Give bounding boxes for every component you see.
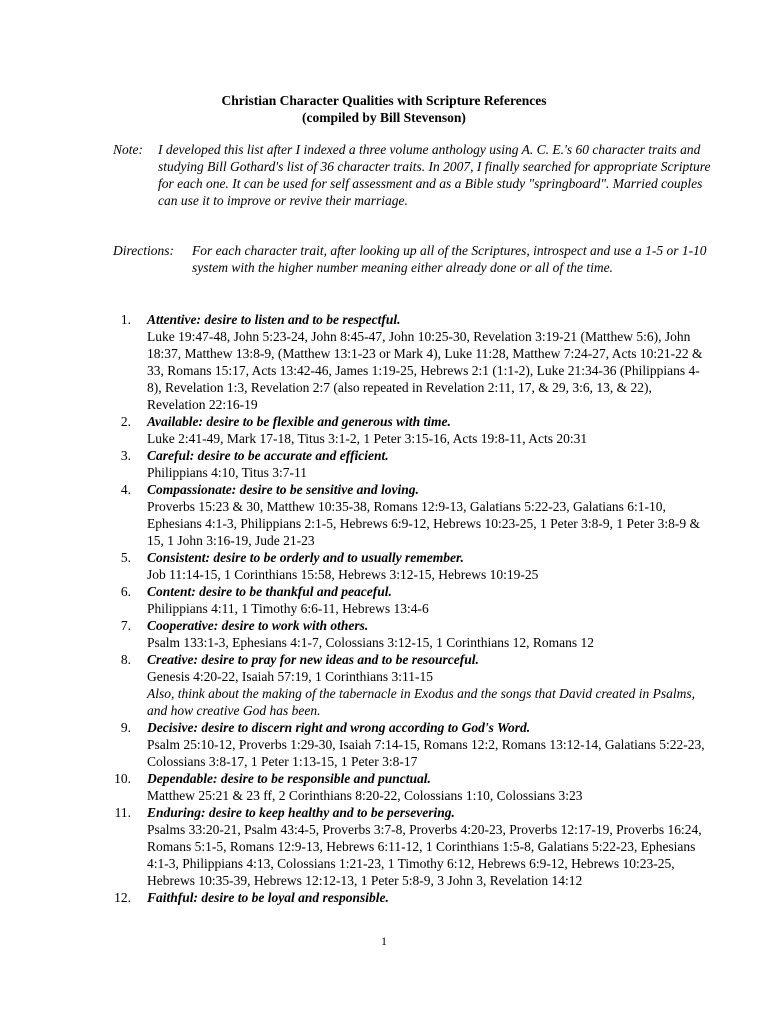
note-block <box>113 141 713 209</box>
trait-heading: Dependable: desire to be responsible and punctual. <box>147 771 431 786</box>
list-item <box>0 804 768 889</box>
document-title <box>0 92 768 126</box>
scripture-references: Luke 2:41-49, Mark 17-18, Titus 3:1-2, 1 Peter 3:15-16, Acts 19:8-11, Acts 20:31 <box>147 431 588 446</box>
trait-heading: Careful: desire to be accurate and efficient. <box>147 448 389 463</box>
scripture-references: Job 11:14-15, 1 Corinthians 15:58, Hebrews 3:12-15, Hebrews 10:19-25 <box>147 567 539 582</box>
item-number: 2. <box>120 414 131 429</box>
item-number: 7. <box>120 618 131 633</box>
item-number: 11. <box>114 805 131 820</box>
scripture-references: Psalm 133:1-3, Ephesians 4:1-7, Colossians 3:12-15, 1 Corinthians 12, Romans 12 <box>147 635 594 650</box>
list-item <box>0 889 768 906</box>
list-item <box>0 549 768 583</box>
item-number: 10. <box>114 771 131 786</box>
trait-heading: Faithful: desire to be loyal and responsible. <box>147 890 389 905</box>
scripture-references: Genesis 4:20-22, Isaiah 57:19, 1 Corinthians 3:11-15 <box>147 669 433 684</box>
trait-heading: Attentive: desire to listen and to be respectful. <box>147 312 401 327</box>
trait-heading: Available: desire to be flexible and generous with time. <box>147 414 451 429</box>
item-note: Also, think about the making of the tabernacle in Exodus and the songs that David created in Psalms, and how creative God has been. <box>147 686 696 718</box>
scripture-references: Psalms 33:20-21, Psalm 43:4-5, Proverbs 3:7-8, Proverbs 4:20-23, Proverbs 12:17-19, Proverbs 16:24, Romans 5:1-5, Romans 12:9-13, Hebrews 6:11-12, 1 Corinthians 1:5-8, Galatians 5:22-23, Ephesians 4:1-3, Philippians 4:13, Colossians 1:21-23, 1 Timothy 6:12, Hebrews 6:9-12, Hebrews 10:23-25, Hebrews 10:35-39, Hebrews 12:12-13, 1 Peter 5:8-9, 3 John 3, Revelation 14:12 <box>147 822 702 888</box>
list-item <box>0 413 768 447</box>
title-line-1: Christian Character Qualities with Scripture References <box>221 93 547 108</box>
list-item <box>0 311 768 413</box>
list-item <box>0 481 768 549</box>
note-text: I developed this list after I indexed a three volume anthology using A. C. E.'s 60 character traits and studying Bill Gothard's list of 36 character traits. In 2007, I finally searched for appropriate Scripture for each one. It can be used for self assessment and as a Bible study "springboard". Married couples can use it to improve or revive their marriage. <box>158 142 711 208</box>
list-item <box>0 719 768 770</box>
trait-heading: Cooperative: desire to work with others. <box>147 618 369 633</box>
scripture-references: Matthew 25:21 & 23 ff, 2 Corinthians 8:20-22, Colossians 1:10, Colossians 3:23 <box>147 788 583 803</box>
trait-heading: Enduring: desire to keep healthy and to be persevering. <box>147 805 455 820</box>
item-number: 1. <box>120 312 131 327</box>
directions-label: Directions: <box>113 243 174 258</box>
character-trait-list <box>0 311 768 906</box>
note-label: Note: <box>113 142 143 157</box>
list-item <box>0 617 768 651</box>
trait-heading: Decisive: desire to discern right and wrong according to God's Word. <box>147 720 531 735</box>
item-number: 3. <box>120 448 131 463</box>
directions-block <box>113 242 713 276</box>
item-number: 12. <box>114 890 131 905</box>
trait-heading: Creative: desire to pray for new ideas and to be resourceful. <box>147 652 479 667</box>
list-item <box>0 583 768 617</box>
item-number: 5. <box>120 550 131 565</box>
scripture-references: Psalm 25:10-12, Proverbs 1:29-30, Isaiah 7:14-15, Romans 12:2, Romans 13:12-14, Galatians 5:22-23, Colossians 3:8-17, 1 Peter 1:13-15, 1 Peter 3:8-17 <box>147 737 705 769</box>
scripture-references: Proverbs 15:23 & 30, Matthew 10:35-38, Romans 12:9-13, Galatians 5:22-23, Galatians 6:1-10, Ephesians 4:1-3, Philippians 2:1-5, Hebrews 6:9-12, Hebrews 10:23-25, 1 Peter 3:8-9, 1 Peter 3:8-9 & 15, 1 John 3:16-19, Jude 21-23 <box>147 499 701 548</box>
list-item <box>0 447 768 481</box>
item-number: 4. <box>120 482 131 497</box>
scripture-references: Philippians 4:11, 1 Timothy 6:6-11, Hebrews 13:4-6 <box>147 601 429 616</box>
trait-heading: Content: desire to be thankful and peaceful. <box>147 584 392 599</box>
directions-text: For each character trait, after looking up all of the Scriptures, introspect and use a 1-5 or 1-10 system with the higher number meaning either already done or all of the time. <box>192 243 707 275</box>
trait-heading: Consistent: desire to be orderly and to usually remember. <box>147 550 464 565</box>
item-number: 8. <box>120 652 131 667</box>
item-number: 6. <box>120 584 131 599</box>
page-number: 1 <box>381 934 387 948</box>
item-number: 9. <box>120 720 131 735</box>
list-item <box>0 770 768 804</box>
list-item <box>0 651 768 719</box>
scripture-references: Luke 19:47-48, John 5:23-24, John 8:45-47, John 10:25-30, Revelation 3:19-21 (Matthew 5:6), John 18:37, Matthew 13:8-9, (Matthew 13:1-23 or Mark 4), Luke 11:28, Matthew 7:24-27, Acts 10:21-22 & 33, Romans 15:17, Acts 13:42-46, James 1:19-25, Hebrews 2:1 (1:1-2), Luke 21:34-36 (Philippians 4-8), Revelation 1:3, Revelation 2:7 (also repeated in Revelation 2:11, 17, & 29, 3:6, 13, & 22), Revelation 22:16-19 <box>147 329 703 412</box>
scripture-references: Philippians 4:10, Titus 3:7-11 <box>147 465 308 480</box>
title-line-2: (compiled by Bill Stevenson) <box>302 110 466 125</box>
trait-heading: Compassionate: desire to be sensitive and loving. <box>147 482 419 497</box>
